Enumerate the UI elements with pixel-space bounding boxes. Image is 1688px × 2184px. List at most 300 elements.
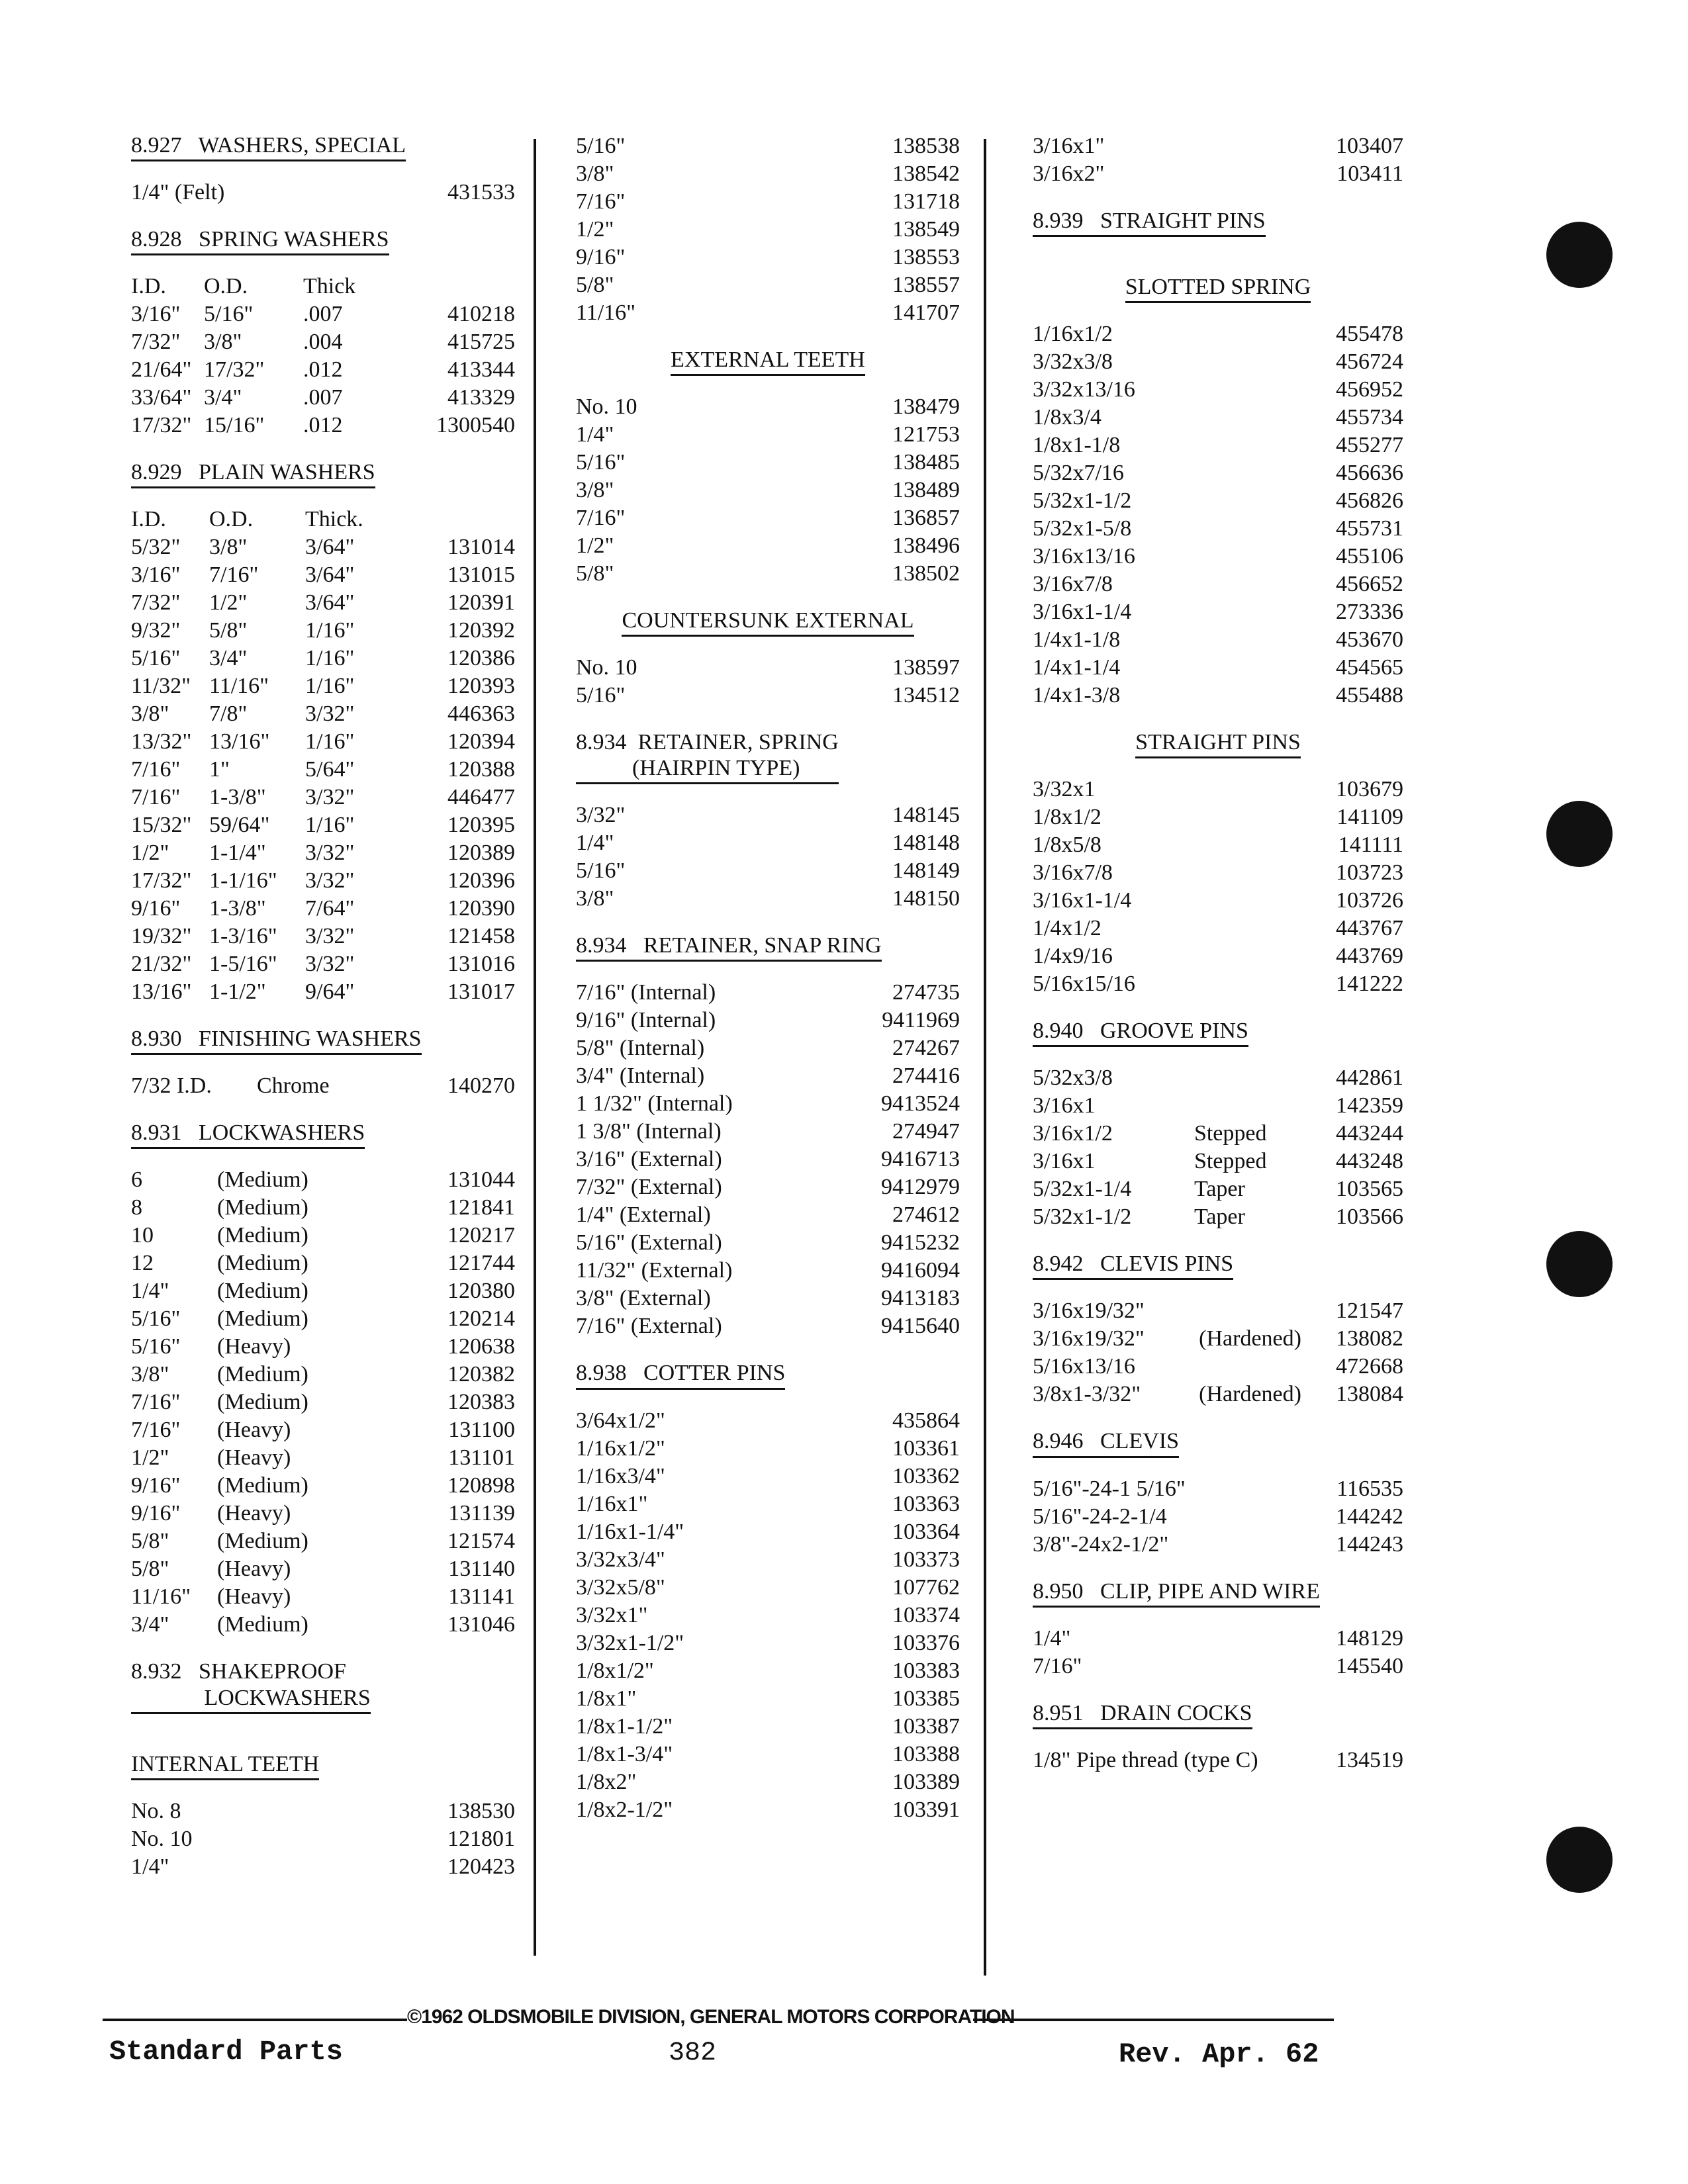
part-number: 120388 [447,757,515,782]
part-spec: 1/8x1-1/2" [576,1713,673,1739]
part-spec: 3/32" [576,803,626,828]
part-number: 456636 [1336,461,1403,486]
parts-row [131,1222,515,1250]
part-spec: 13/16" [131,979,192,1005]
parts-row [576,857,960,885]
part-spec: 15/16" [204,413,265,438]
part-number: 138530 [447,1798,515,1823]
part-spec: 1/8x1/2" [576,1658,654,1683]
part-spec: 3/32x5/8" [576,1574,665,1600]
parts-row [131,1472,515,1500]
parts-row [576,829,960,857]
part-spec: 7/16" [576,506,626,531]
part-spec: 1/16" [305,813,355,838]
parts-row [131,1611,515,1639]
parts-row [131,533,515,561]
part-number: 103383 [892,1658,960,1683]
parts-row [131,784,515,811]
part-number: 456724 [1336,349,1403,375]
part-number: 131017 [447,979,515,1005]
section-heading: 8.927 WASHERS, SPECIAL [131,132,406,161]
part-number: 446477 [447,785,515,810]
parts-row [131,617,515,645]
part-number: 138082 [1336,1326,1403,1351]
part-spec: (Heavy) [217,1418,291,1443]
part-spec: 3/16x1 [1033,1093,1096,1118]
part-number: 443767 [1336,916,1403,941]
part-number: 103726 [1336,888,1403,913]
part-number: 472668 [1336,1354,1403,1379]
part-number: 431533 [447,180,515,205]
part-number: 138489 [892,478,960,503]
parts-section [1033,729,1403,998]
parts-row [131,1277,515,1305]
part-spec: 3/16x7/8 [1033,572,1113,597]
part-spec: 3/32" [305,924,355,949]
parts-row [131,923,515,950]
parts-row [1033,887,1403,915]
parts-row [576,299,960,327]
section-heading: 8.946 CLEVIS [1033,1428,1179,1457]
part-number: 145540 [1336,1653,1403,1678]
parts-row [576,393,960,421]
part-spec: 5/16" [204,302,254,327]
parts-section [131,226,515,439]
part-number: 273336 [1336,600,1403,625]
parts-row [576,885,960,913]
punch-hole [1546,1827,1613,1893]
part-spec: 3/8" [131,1362,169,1387]
part-spec: 3/4" [209,646,248,671]
part-spec: 1/4" [131,1854,169,1879]
parts-row [131,756,515,784]
part-number: 443244 [1336,1121,1403,1146]
part-spec: 11/32" (External) [576,1258,733,1283]
part-number: 131101 [448,1445,515,1471]
part-number: 103679 [1336,777,1403,802]
part-number: 120638 [447,1334,515,1359]
parts-row [576,1257,960,1285]
part-spec: 3/16" [131,563,181,588]
parts-row [1033,1747,1403,1774]
part-number: 1300540 [436,413,515,438]
part-number: 148150 [892,886,960,911]
parts-row [1033,348,1403,376]
part-spec: 1/16x1-1/4" [576,1519,684,1544]
parts-row [131,1825,515,1853]
part-spec: I.D. [131,274,166,299]
parts-row [1033,404,1403,432]
part-spec: 3/16" (External) [576,1147,722,1172]
part-spec: 3/32" [305,952,355,977]
parts-row [1033,654,1403,682]
part-spec: 7/16" [131,785,181,810]
part-spec: 13/16" [209,729,270,754]
part-spec: 5/16x13/16 [1033,1354,1135,1379]
part-spec: (Heavy) [217,1501,291,1526]
parts-row [1033,598,1403,626]
parts-section [576,933,960,1340]
parts-row [1033,776,1403,803]
part-spec: 1/16" [305,674,355,699]
parts-row [576,1229,960,1257]
part-spec: O.D. [209,507,254,532]
part-number: 103388 [892,1741,960,1766]
part-spec: 5/32" [131,535,181,560]
part-number: 120423 [447,1854,515,1879]
part-spec: (Hardened) [1199,1382,1301,1407]
part-spec: 17/32" [131,868,192,893]
part-number: 442861 [1336,1066,1403,1091]
parts-row [1033,570,1403,598]
part-spec: 5/8" [131,1529,169,1554]
part-spec: Stepped [1194,1149,1267,1174]
part-spec: 1/4" (Felt) [131,180,225,205]
parts-row [576,1768,960,1796]
parts-row [1033,626,1403,654]
part-spec: 3/64" [305,563,355,588]
part-spec: Thick [303,274,356,299]
part-spec: 11/32" [131,674,191,699]
parts-section [1033,132,1403,188]
parts-row [576,477,960,504]
part-number: 103362 [892,1463,960,1488]
parts-row [576,979,960,1007]
part-spec: 1 3/8" (Internal) [576,1119,722,1144]
parts-row [576,532,960,560]
parts-section [576,1360,960,1823]
parts-row [131,1194,515,1222]
part-spec: 5/16" [576,858,626,884]
part-spec [1199,1353,1336,1381]
part-number: 9413183 [881,1286,960,1311]
part-spec: 1/2" [576,533,614,559]
parts-section [576,132,960,327]
part-spec: 3/4" [204,385,242,410]
parts-row [576,1741,960,1768]
parts-row [131,1388,515,1416]
part-number: 144243 [1336,1531,1403,1557]
parts-row [576,1685,960,1713]
part-spec: Thick. [305,507,363,532]
part-spec: 1/8x5/8 [1033,833,1102,858]
part-number: 120395 [447,813,515,838]
part-spec [1194,1092,1336,1120]
part-spec: 1/16x1/2" [576,1435,665,1461]
part-spec: 3/16x1" [1033,134,1105,158]
parts-section [1033,1018,1403,1231]
part-spec: 1/4x1-3/8 [1033,683,1121,708]
part-spec: 1/4" [576,422,614,447]
parts-row [576,1007,960,1034]
part-spec: 5/16x15/16 [1033,972,1135,997]
part-spec: 1/8" Pipe thread (type C) [1033,1747,1258,1772]
parts-row [131,1250,515,1277]
parts-section [131,1026,515,1100]
part-spec: 1-5/16" [209,952,277,977]
part-number: 9416094 [881,1258,960,1283]
part-spec: 7/16" (Internal) [576,980,716,1005]
part-number: 148149 [892,858,960,884]
part-spec: 10 [131,1223,154,1248]
part-number: 138557 [892,273,960,297]
part-spec: 9/16" [131,1501,181,1526]
part-spec: 7/16" [131,1390,181,1415]
parts-section [1033,1700,1403,1774]
part-spec: (Medium) [217,1167,308,1193]
part-spec: .007 [303,385,343,410]
part-number: 131139 [448,1501,515,1526]
parts-row [1033,1325,1403,1353]
part-number: 274416 [892,1064,960,1089]
section-heading: 8.939 STRAIGHT PINS [1033,208,1266,237]
footer-rule-right [973,2019,1334,2021]
parts-row [131,1416,515,1444]
part-number: 413329 [447,385,515,410]
part-number: 120382 [447,1362,515,1387]
part-spec: 3/8" [131,702,169,727]
part-number: 121744 [447,1251,515,1276]
part-spec: 3/64" [305,590,355,615]
part-spec: (Medium) [217,1473,308,1498]
parts-section [1033,1251,1403,1408]
part-number: 148129 [1336,1625,1403,1651]
part-spec: 3/4" (Internal) [576,1064,705,1089]
part-spec: 5/32x3/8 [1033,1066,1113,1091]
part-number: 455277 [1336,433,1403,458]
part-number: 134512 [892,683,960,708]
part-number: 103389 [892,1769,960,1794]
parts-row [576,1546,960,1574]
parts-row [576,1090,960,1118]
parts-row [1033,160,1403,188]
part-spec: 11/16" [131,1584,191,1610]
part-number: 121574 [447,1529,515,1554]
part-spec: 3/32x1" [576,1602,648,1627]
part-number: 134519 [1336,1747,1403,1772]
part-number: 136857 [892,506,960,531]
parts-row [576,132,960,160]
parts-row [576,504,960,532]
part-number: 144242 [1336,1504,1403,1529]
part-number: 103373 [892,1547,960,1572]
part-spec: 1/4x1-1/8 [1033,627,1121,653]
section-heading: STRAIGHT PINS [1135,729,1301,758]
part-number: 455478 [1336,322,1403,347]
part-spec: 5/32x1-1/2 [1033,1205,1132,1230]
parts-section [1033,274,1403,709]
column-divider-2 [984,139,986,1976]
part-number: 131044 [447,1167,515,1193]
parts-row [576,801,960,829]
section-heading: 8.940 GROOVE PINS [1033,1018,1248,1047]
part-spec: 3/8"-24x2-1/2" [1033,1531,1169,1557]
part-number: 274735 [892,980,960,1005]
part-number: 413344 [447,357,515,383]
part-number: 103566 [1336,1205,1403,1230]
part-spec: 1-3/16" [209,924,277,949]
parts-section [131,459,515,1006]
part-spec: 5/8" [209,618,248,643]
punch-hole [1546,801,1613,867]
part-spec: 3/4" [131,1612,169,1637]
part-spec: 5/32x1-5/8 [1033,516,1132,541]
parts-row [576,1574,960,1602]
part-spec: No. 10 [576,394,637,420]
parts-row [1033,459,1403,487]
part-spec: 5/64" [305,757,355,782]
parts-section [576,608,960,709]
part-spec: 1/16x3/4" [576,1463,665,1488]
part-number: 131141 [448,1584,515,1610]
part-spec: 7/64" [305,896,355,921]
parts-row [1033,132,1403,160]
part-number: 456652 [1336,572,1403,597]
parts-row [131,273,515,300]
part-spec [1194,1064,1336,1092]
section-heading: INTERNAL TEETH [131,1751,319,1780]
parts-row [1033,1120,1403,1148]
part-spec: 6 [131,1167,142,1193]
part-number: 121547 [1336,1298,1403,1324]
part-spec: 3/64x1/2" [576,1408,665,1433]
part-spec: 5/32x1-1/4 [1033,1177,1132,1202]
part-spec: (Medium) [217,1223,308,1248]
copyright-notice: ©1962 OLDSMOBILE DIVISION, GENERAL MOTORS CORPORATION [407,2006,1015,2028]
part-spec: (Heavy) [217,1445,291,1471]
part-spec: 3/8" [576,886,614,911]
part-spec: 3/16x1-1/4 [1033,888,1132,913]
part-number: 103363 [892,1491,960,1516]
parts-row [1033,859,1403,887]
part-spec: 1/2" [131,1445,169,1471]
part-number: 455488 [1336,683,1403,708]
part-number: 138553 [892,245,960,269]
part-spec: 3/32" [305,841,355,866]
part-spec: 7/16" [576,189,626,214]
parts-row [131,1166,515,1194]
part-spec: 21/32" [131,952,192,977]
part-spec: 1/8x2" [576,1769,637,1794]
part-spec: 1/16x1" [576,1491,648,1516]
revision-date: Rev. Apr. 62 [1119,2038,1319,2070]
part-number: 9415640 [881,1314,960,1339]
part-spec: 1/2" [576,217,614,242]
parts-row [131,895,515,923]
part-spec: No. 8 [131,1798,181,1823]
part-spec: 1-3/8" [209,785,266,810]
parts-row [131,700,515,728]
part-number: 120898 [447,1473,515,1498]
part-spec: 7/16" (External) [576,1314,722,1339]
section-heading: 8.929 PLAIN WASHERS [131,459,375,488]
part-spec: (Medium) [217,1279,308,1304]
part-spec: 21/64" [131,357,192,383]
part-spec: 3/16x1 [1033,1149,1096,1174]
parts-section [1033,1428,1403,1558]
part-spec: 5/8" [576,561,614,586]
part-number: 138597 [892,655,960,680]
parts-row [131,1333,515,1361]
part-spec: 3/32x3/8 [1033,349,1113,375]
part-spec: 8 [131,1195,142,1220]
part-spec: 9/64" [305,979,355,1005]
part-spec: 3/32x1-1/2" [576,1630,684,1655]
part-spec: 1/4x9/16 [1033,944,1113,969]
parts-row [1033,803,1403,831]
part-spec: I.D. [131,507,166,532]
part-spec: 1/2" [209,590,248,615]
part-number: 103387 [892,1713,960,1739]
parts-row [1033,915,1403,942]
parts-row [576,1173,960,1201]
part-spec: 7/32" [131,590,181,615]
part-number: 138485 [892,450,960,475]
parts-row [1033,487,1403,515]
part-spec: 5/32x1-1/2 [1033,488,1132,514]
parts-row [1033,682,1403,709]
part-number: 274947 [892,1119,960,1144]
section-heading: 8.931 LOCKWASHERS [131,1120,365,1149]
parts-row [576,1463,960,1490]
part-spec: 1-1/16" [209,868,277,893]
part-spec: 5/8" [576,273,614,297]
parts-row [131,1853,515,1881]
part-number: 121801 [447,1826,515,1851]
part-spec: 1/16" [305,618,355,643]
part-number: 141111 [1338,833,1403,858]
part-number: 446363 [447,702,515,727]
part-number: 131015 [447,563,515,588]
part-number: 142359 [1336,1093,1403,1118]
parts-row [131,672,515,700]
parts-row [576,654,960,682]
part-number: 138479 [892,394,960,420]
part-number: 9416713 [881,1147,960,1172]
part-number: 120391 [447,590,515,615]
part-spec: 3/32x1 [1033,777,1096,802]
part-spec: 1/4x1-1/4 [1033,655,1121,680]
part-spec: 3/16x2" [1033,161,1105,186]
parts-row [131,728,515,756]
part-spec: 9/16" [576,245,626,269]
section-heading: 8.950 CLIP, PIPE AND WIRE [1033,1578,1320,1608]
part-spec: 3/16x1/2 [1033,1121,1113,1146]
parts-row [1033,1381,1403,1408]
footer-section-name: Standard Parts [109,2036,343,2068]
parts-row [576,271,960,299]
part-spec: 5/16" [576,683,626,708]
part-spec: (Medium) [217,1251,308,1276]
part-spec: 1-1/2" [209,979,266,1005]
part-spec: 59/64" [209,813,270,838]
parts-row [576,244,960,271]
part-spec: 1/8x1-1/8 [1033,433,1121,458]
parts-row [131,978,515,1006]
parts-row [576,1657,960,1685]
part-number: 120394 [447,729,515,754]
parts-section [131,1120,515,1639]
part-number: 103374 [892,1602,960,1627]
parts-row [576,1407,960,1435]
part-number: 131140 [448,1557,515,1582]
part-spec: 9/16" (Internal) [576,1008,716,1033]
part-spec: Taper [1194,1177,1245,1202]
part-number: 131016 [447,952,515,977]
parts-row [576,188,960,216]
part-spec: 12 [131,1251,154,1276]
parts-row [576,1062,960,1090]
